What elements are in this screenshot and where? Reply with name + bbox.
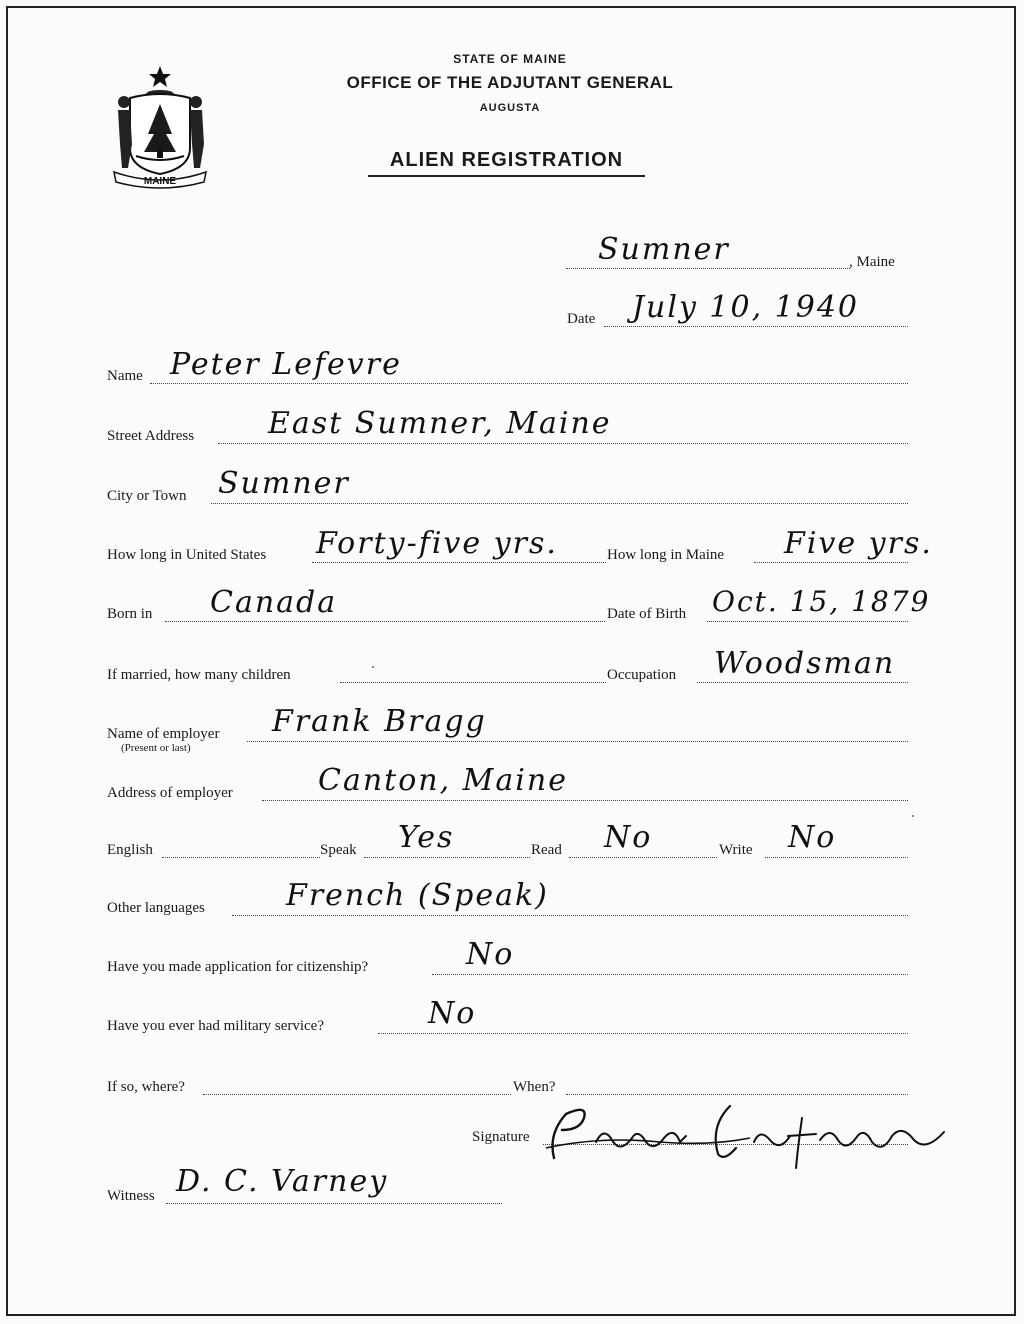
witness-label: Witness	[107, 1188, 155, 1204]
when-label: When?	[513, 1079, 556, 1095]
city-or-town-value: Sumner	[218, 466, 350, 501]
employer-address-label: Address of employer	[107, 785, 233, 801]
maine-seal-icon	[108, 64, 212, 190]
date-value: July 10, 1940	[632, 290, 860, 325]
seal-text: MAINE	[143, 176, 177, 187]
witness-value: D. C. Varney	[176, 1164, 389, 1199]
how-long-maine-value: Five yrs.	[784, 526, 933, 561]
other-languages-label: Other languages	[107, 900, 205, 916]
city-or-town-label: City or Town	[107, 488, 187, 504]
date-of-birth-label: Date of Birth	[607, 606, 687, 622]
town-value: Sumner	[598, 232, 730, 267]
military-label: Have you ever had military service?	[107, 1018, 324, 1034]
read-label: Read	[531, 842, 562, 858]
signature-image	[540, 1096, 960, 1176]
write-value: No	[788, 820, 837, 855]
other-languages-value: French (Speak)	[286, 878, 549, 913]
if-so-where-label: If so, where?	[107, 1079, 185, 1095]
occupation-value: Woodsman	[714, 646, 896, 681]
how-long-maine-label: How long in Maine	[607, 547, 725, 563]
date-label: Date	[567, 311, 596, 327]
read-value: No	[604, 820, 653, 855]
occupation-label: Occupation	[607, 667, 677, 683]
name-label: Name	[107, 368, 143, 384]
citizenship-label: Have you made application for citizenship?	[107, 959, 369, 975]
street-address-value: East Sumner, Maine	[268, 406, 612, 441]
signature-text: Peter Lafevre	[540, 1096, 546, 1097]
how-long-us-label: How long in United States	[107, 547, 267, 563]
office-heading: OFFICE OF THE ADJUTANT GENERAL	[346, 73, 674, 92]
maine-label: , Maine	[849, 254, 895, 270]
employer-label: Name of employer	[107, 726, 220, 742]
how-long-us-value: Forty-five yrs.	[316, 526, 558, 561]
born-in-label: Born in	[107, 606, 153, 622]
signature-label: Signature	[472, 1129, 530, 1145]
city-heading: AUGUSTA	[479, 102, 541, 114]
date-of-birth-value: Oct. 15, 1879	[712, 585, 931, 618]
employer-value: Frank Bragg	[272, 704, 487, 739]
english-label: English	[107, 842, 153, 858]
employer-note: (Present or last)	[121, 742, 191, 754]
military-value: No	[428, 996, 477, 1031]
write-label: Write	[719, 842, 753, 858]
name-value: Peter Lefevre	[170, 347, 402, 382]
street-address-label: Street Address	[107, 428, 195, 444]
employer-address-value: Canton, Maine	[318, 763, 568, 798]
state-heading: STATE OF MAINE	[453, 52, 567, 66]
born-in-value: Canada	[210, 585, 338, 620]
form-title: ALIEN REGISTRATION	[368, 149, 645, 177]
speak-value: Yes	[398, 820, 455, 855]
speak-label: Speak	[320, 842, 357, 858]
children-label: If married, how many children	[107, 667, 291, 683]
citizenship-value: No	[466, 937, 515, 972]
